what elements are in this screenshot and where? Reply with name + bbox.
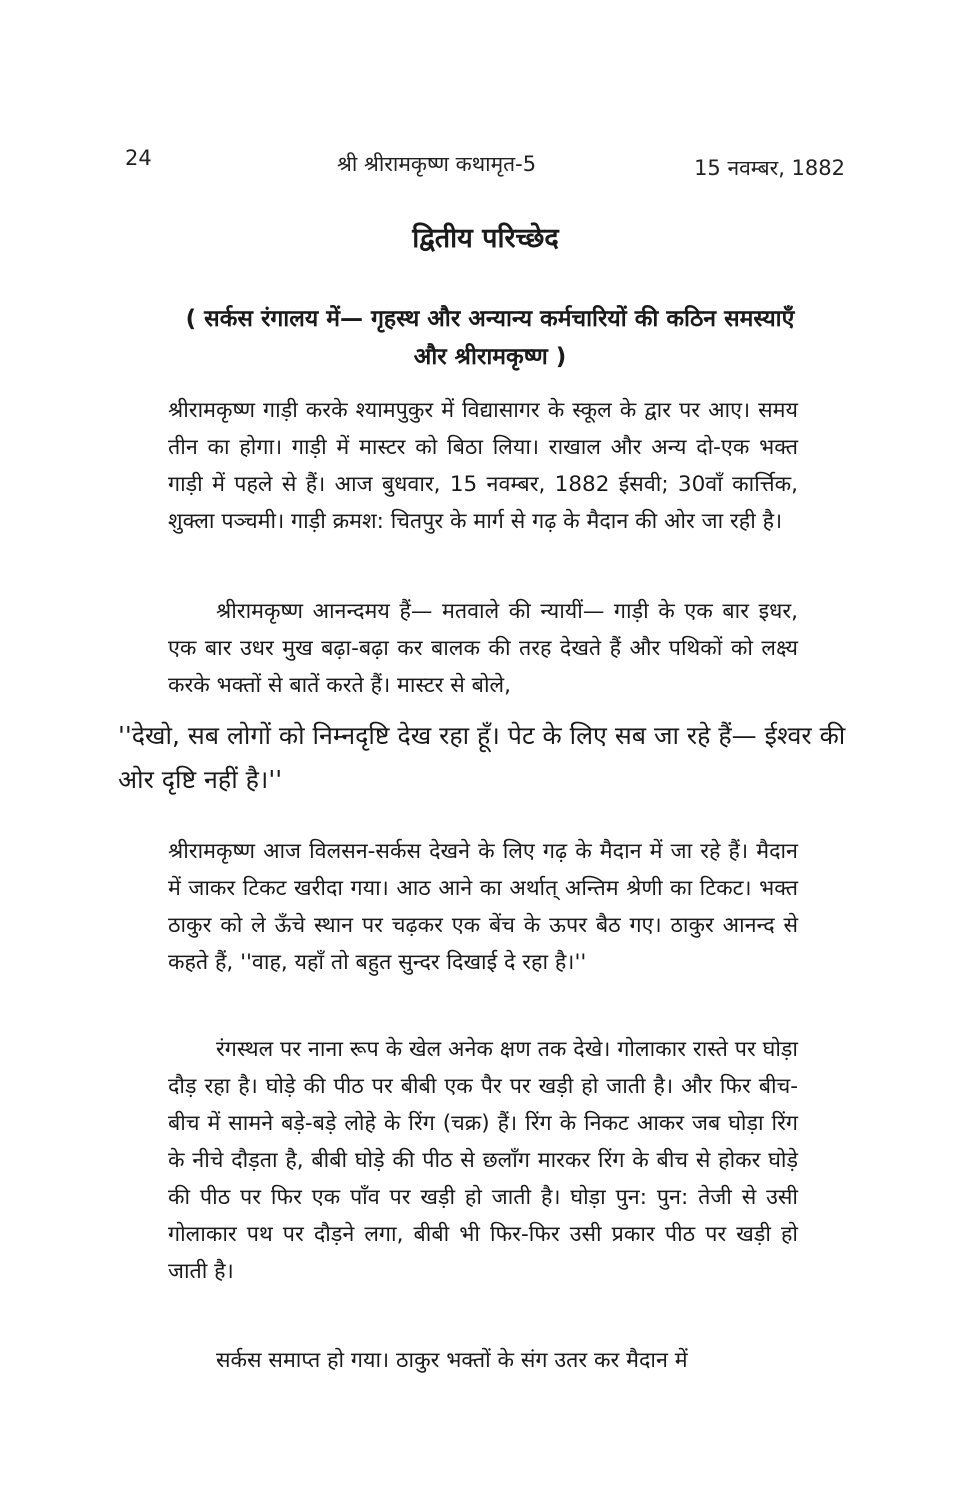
book-title: श्री श्रीरामकृष्ण कथामृत-5	[337, 152, 537, 176]
paragraph-4: रंगस्थल पर नाना रूप के खेल अनेक क्षण तक देखे। गोलाकार रास्ते पर घोड़ा दौड़ रहा है। घोड़े की पीठ पर बीबी एक पैर पर खड़ी हो जाती है। और फिर बीच-बीच में सामने बड़े-बड़े लोहे के रिंग (चक्र) हैं। रिंग के निकट आकर जब घोड़ा रिंग के नीचे दौड़ता है, बीबी घोड़े की पीठ से छलाँग मारकर रिंग के बीच से होकर घोड़े की पीठ पर फिर एक पाँव पर खड़ी हो जाती है। घोड़ा पुन: पुन: तेजी से उसी गोलाकार पथ पर दौड़ने लगा, बीबी भी फिर-फिर उसी प्रकार पीठ पर खड़ी हो जाती है।	[168, 1037, 798, 1284]
paragraph-3: श्रीरामकृष्ण आज विलसन-सर्कस देखने के लिए गढ़ के मैदान में जा रहे हैं। मैदान में जाकर टिकट खरीदा गया। आठ आने का अर्थात् अन्तिम श्रेणी का टिकट। भक्त ठाकुर को ले ऊँचे स्थान पर चढ़कर एक बेंच के ऊपर बैठ गए। ठाकुर आनन्द से कहते हैं, ''वाह, यहाँ तो बहुत सुन्दर दिखाई दे रहा है।''	[168, 839, 798, 975]
quoted-speech: ''देखो, सब लोगों को निम्नदृष्टि देख रहा हूँ। पेट के लिए सब जा रहे हैं— ईश्वर की ओर दृष्टि नहीं है।''	[118, 721, 846, 794]
chapter-heading: द्वितीय परिच्छेद	[412, 223, 559, 254]
section-subtitle: ( सर्कस रंगालय में— गृहस्थ और अन्यान्य कर्मचारियों की कठिन समस्याएँ और श्रीरामकृष्ण )	[185, 306, 795, 370]
running-header	[125, 146, 845, 186]
header-date: 15 नवम्बर, 1882	[694, 156, 845, 180]
paragraph-1: श्रीरामकृष्ण गाड़ी करके श्यामपुकुर में विद्यासागर के स्कूल के द्वार पर आए। समय तीन का होगा। गाड़ी में मास्टर को बिठा लिया। राखाल और अन्य दो-एक भक्त गाड़ी में पहले से हैं। आज बुधवार, 15 नवम्बर, 1882 ईसवी; 30वाँ कार्त्तिक, शुक्ला पञ्चमी। गाड़ी क्रमश: चितपुर के मार्ग से गढ़ के मैदान की ओर जा रही है।	[168, 398, 798, 534]
paragraph-5: सर्कस समाप्त हो गया। ठाकुर भक्तों के संग उतर कर मैदान में	[216, 1348, 688, 1373]
paragraph-2: श्रीरामकृष्ण आनन्दमय हैं— मतवाले की न्यायीं— गाड़ी के एक बार इधर, एक बार उधर मुख बढ़ा-बढ़ा कर बालक की तरह देखते हैं और पथिकों को लक्ष्य करके भक्तों से बातें करते हैं। मास्टर से बोले,	[168, 599, 798, 698]
page-number: 24	[125, 146, 152, 170]
